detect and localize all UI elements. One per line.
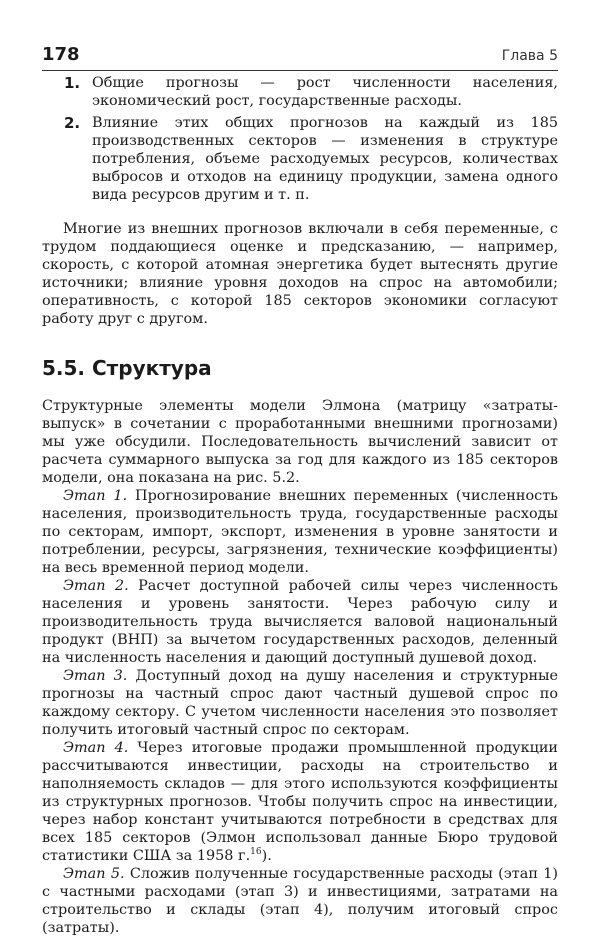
- stage-paragraph-3: [42, 667, 558, 739]
- list-number: 1.: [64, 74, 81, 92]
- page-body: [42, 74, 558, 937]
- stage-text-tail: ).: [261, 848, 272, 864]
- stage-text: Доступный доход на душу населения и структурные прогнозы на частный спрос дают частный душевой спрос по каждому сектору. С учетом численности населения это позволяет получить итоговый частный спрос по секторам.: [42, 668, 559, 738]
- lead-paragraph: Структурные элементы модели Элмона (матрицу «затраты-выпуск» в сочетании с проработанными внешними прогнозами) мы уже обсудили. Последовательность вычислений зависит от расчета суммарного выпуска за год для каждого из 185 секторов модели, она показана на рис. 5.2.: [42, 398, 558, 486]
- list-text: Общие прогнозы — рост численности населения, экономический рост, государственные расходы.: [92, 75, 558, 109]
- page-header: [42, 44, 558, 71]
- list-number: 2.: [64, 114, 81, 132]
- intro-paragraph: Многие из внешних прогнозов включали в себя переменные, с трудом поддающиеся оценке и предсказанию, — например, скорость, с которой атомная энергетика будет вытеснять другие источники; влияние уровня доходов на спрос на автомобили; оперативность, с которой 185 секторов экономики согласуют работу друг с другом.: [42, 221, 558, 327]
- list-item: [42, 114, 558, 204]
- stage-text: Прогнозирование внешних переменных (численность населения, производительность труда, государственные расходы по секторам, импорт, экспорт, изменения в уровне занятости и потреблении, ресурсы, загрязнения, технические коэффициенты) на весь временной период модели.: [42, 488, 558, 576]
- stage-text: Расчет доступной рабочей силы через численность населения и уровень занятости. Через рабочую силу и производительность труда вычисляется валовой национальный продукт (ВНП) за вычетом государственных расходов, деленный на численность населения и дающий доступный душевой доход.: [42, 578, 558, 666]
- list-text: Влияние этих общих прогнозов на каждый из 185 производственных секторов — изменения в структуре потребления, объеме расходуемых ресурсов, количествах выбросов и отходов на единицу продукции, замена одного вида ресурсов другим и т. п.: [92, 115, 558, 203]
- stage-paragraph-2: [42, 577, 558, 667]
- stage-text: Через итоговые продажи промышленной продукции рассчитываются инвестиции, расходы на строительство и наполняемость складов — для этого используются коэффициенты из структурных прогнозов. Чтобы получить спрос на инвестиции, через набор констант учитываются потребности в средствах для всех 185 секторов (Элмон использовал данные Бюро трудовой статистики США за 1958 г.: [42, 740, 558, 864]
- stage-label: Этап 3.: [63, 668, 128, 684]
- list-item: [42, 74, 558, 110]
- stage-text: Сложив полученные государственные расходы (этап 1) с частными расходами (этап 3) и инвестициями, затратами на строительство и склады (этап 4), получим итоговый спрос (затраты).: [42, 866, 558, 936]
- stage-label: Этап 5.: [63, 866, 125, 882]
- stage-paragraph-4: [42, 739, 558, 865]
- stage-label: Этап 2.: [63, 578, 129, 594]
- section-heading: 5.5. Структура: [42, 356, 212, 380]
- stage-paragraph-5: [42, 865, 558, 937]
- footnote-ref[interactable]: 16: [250, 847, 262, 857]
- chapter-label: Глава 5: [501, 48, 558, 64]
- stage-paragraph-1: [42, 487, 558, 577]
- stage-label: Этап 1.: [63, 488, 128, 504]
- page-number: 178: [42, 44, 80, 65]
- stage-label: Этап 4.: [63, 740, 129, 756]
